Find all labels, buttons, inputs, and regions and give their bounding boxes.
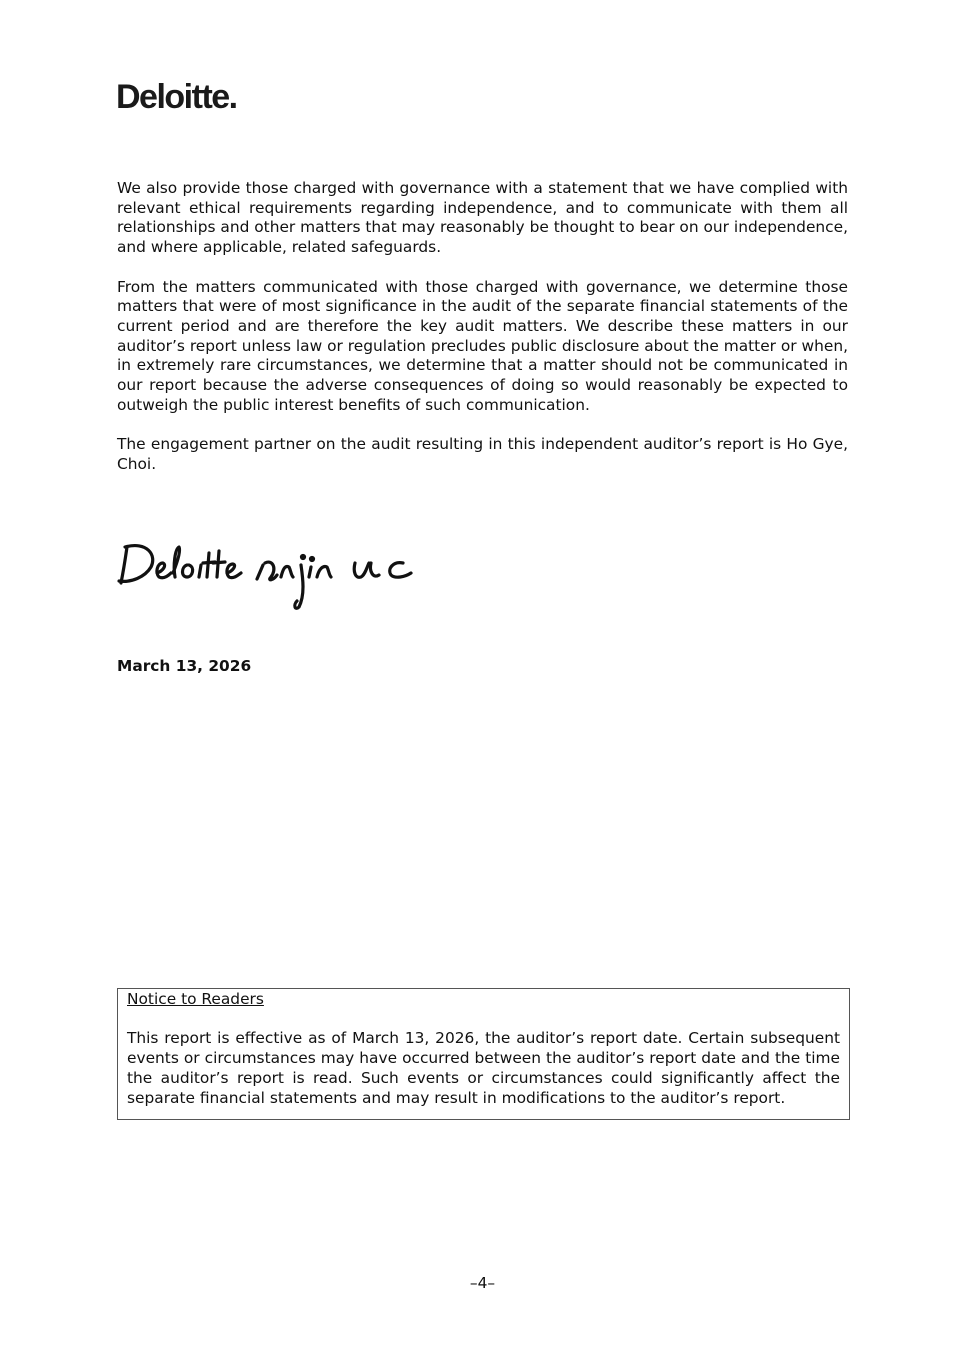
paragraph-key-audit-matters: From the matters communicated with those charged with governance, we determine those matters that were of most significance in the audit of the separate financial statements of the current period and are therefore the key audit matters. We describe these matters in our auditor’s report unless law or regulation precludes public disclosure about the matter or when, in extremely rare circumstances, we determine that a matter should not be communicated in our report because the adverse consequences of doing so would reasonably be expected to outweigh the public interest benefits of such communication. (117, 277, 848, 414)
deloitte-logo: Deloitte. (116, 78, 237, 116)
notice-title: Notice to Readers (127, 990, 264, 1008)
paragraph-independence: We also provide those charged with governance with a statement that we have complied with relevant ethical requirements regarding independence, and to communicate with them all relationships and other matters that may reasonably be thought to bear on our independence, and where applicable, related safeguards. (117, 179, 848, 257)
page-number: –4– (469, 1274, 496, 1292)
report-body (117, 179, 848, 494)
paragraph-engagement-partner: The engagement partner on the audit resulting in this independent auditor’s report is Ho Gye, Choi. (117, 435, 848, 473)
signature-image (117, 533, 462, 617)
notice-body: This report is effective as of March 13, 2026, the auditor’s report date. Certain subsequent events or circumstances may have occurred between the auditor’s report date and the time the auditor’s report is read. Such events or circumstances could significantly affect the separate financial statements and may result in modifications to the auditor’s report. (127, 1029, 840, 1107)
notice-to-readers-box (117, 988, 850, 1120)
report-date: March 13, 2026 (117, 657, 252, 675)
